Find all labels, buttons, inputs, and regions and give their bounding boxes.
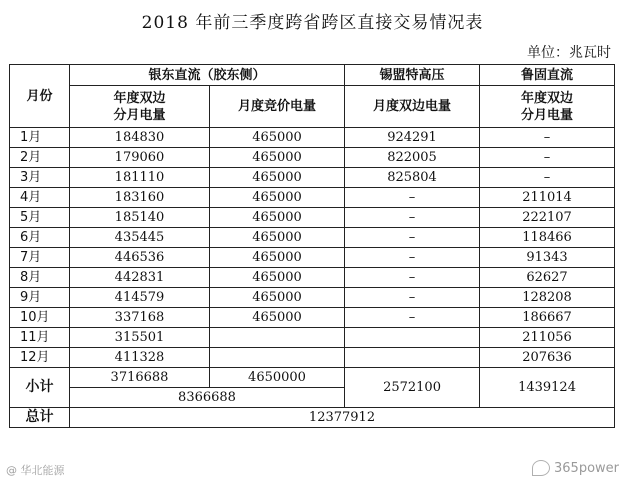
lugu-cell: 207636 <box>480 348 615 368</box>
table-row <box>10 168 615 188</box>
lugu-cell: 186667 <box>480 308 615 328</box>
yindong-bidding-cell: 465000 <box>210 128 345 148</box>
yindong-bidding-cell: 465000 <box>210 228 345 248</box>
ximeng-cell: 822005 <box>345 148 480 168</box>
header-ximeng: 锡盟特高压 <box>345 65 480 86</box>
ximeng-cell: – <box>345 248 480 268</box>
table-row <box>10 248 615 268</box>
month-cell: 8月 <box>10 268 70 288</box>
header-ximeng-bilateral: 月度双边电量 <box>345 86 480 128</box>
ximeng-cell: 825804 <box>345 168 480 188</box>
lugu-cell: 211056 <box>480 328 615 348</box>
month-cell: 4月 <box>10 188 70 208</box>
lugu-cell: 62627 <box>480 268 615 288</box>
lugu-cell: 91343 <box>480 248 615 268</box>
ximeng-cell: – <box>345 208 480 228</box>
watermark-left: @ 华北能源 <box>6 464 65 477</box>
table-row <box>10 268 615 288</box>
chat-bubble-icon <box>532 460 550 476</box>
month-cell: 7月 <box>10 248 70 268</box>
header-yindong-bidding: 月度竞价电量 <box>210 86 345 128</box>
yindong-bilateral-cell: 411328 <box>70 348 210 368</box>
subtotal-lugu: 1439124 <box>480 368 615 408</box>
subtotal-yindong-bidding: 4650000 <box>210 368 345 388</box>
yindong-bilateral-cell: 435445 <box>70 228 210 248</box>
subtotal-ximeng: 2572100 <box>345 368 480 408</box>
yindong-bilateral-cell: 337168 <box>70 308 210 328</box>
yindong-bilateral-cell: 185140 <box>70 208 210 228</box>
month-cell: 6月 <box>10 228 70 248</box>
month-cell: 10月 <box>10 308 70 328</box>
table-row <box>10 328 615 348</box>
subtotal-label: 小计 <box>10 368 70 408</box>
yindong-bidding-cell: 465000 <box>210 248 345 268</box>
total-label: 总计 <box>10 408 70 428</box>
yindong-bilateral-cell: 184830 <box>70 128 210 148</box>
table-row <box>10 348 615 368</box>
lugu-cell: 211014 <box>480 188 615 208</box>
yindong-bilateral-cell: 446536 <box>70 248 210 268</box>
lugu-cell: – <box>480 128 615 148</box>
header-yindong-bilateral: 年度双边 分月电量 <box>70 86 210 128</box>
month-cell: 5月 <box>10 208 70 228</box>
header-month: 月份 <box>10 65 70 128</box>
lugu-cell: 118466 <box>480 228 615 248</box>
month-cell: 3月 <box>10 168 70 188</box>
table-row <box>10 228 615 248</box>
month-cell: 12月 <box>10 348 70 368</box>
header-lugu: 鲁固直流 <box>480 65 615 86</box>
yindong-bilateral-cell: 315501 <box>70 328 210 348</box>
yindong-bidding-cell <box>210 328 345 348</box>
header-yindong: 银东直流（胶东侧） <box>70 65 345 86</box>
lugu-cell: 222107 <box>480 208 615 228</box>
yindong-bilateral-cell: 442831 <box>70 268 210 288</box>
yindong-bilateral-cell: 179060 <box>70 148 210 168</box>
watermark <box>532 460 619 476</box>
month-cell: 9月 <box>10 288 70 308</box>
yindong-bidding-cell <box>210 348 345 368</box>
table-row <box>10 128 615 148</box>
ximeng-cell: – <box>345 288 480 308</box>
table-row <box>10 148 615 168</box>
table-row <box>10 208 615 228</box>
yindong-bilateral-cell: 414579 <box>70 288 210 308</box>
total-value: 12377912 <box>70 408 615 428</box>
ximeng-cell: – <box>345 268 480 288</box>
table-row <box>10 288 615 308</box>
yindong-bidding-cell: 465000 <box>210 208 345 228</box>
lugu-cell: 128208 <box>480 288 615 308</box>
yindong-bidding-cell: 465000 <box>210 308 345 328</box>
yindong-bidding-cell: 465000 <box>210 288 345 308</box>
header-lugu-bilateral: 年度双边 分月电量 <box>480 86 615 128</box>
month-cell: 1月 <box>10 128 70 148</box>
table-row <box>10 308 615 328</box>
transaction-table <box>9 64 615 428</box>
table-row <box>10 188 615 208</box>
ximeng-cell: – <box>345 188 480 208</box>
ximeng-cell <box>345 328 480 348</box>
yindong-bidding-cell: 465000 <box>210 168 345 188</box>
subtotal-yindong-combined: 8366688 <box>70 388 345 408</box>
total-row <box>10 408 615 428</box>
unit-label: 单位：兆瓦时 <box>527 45 611 61</box>
yindong-bidding-cell: 465000 <box>210 188 345 208</box>
subtotal-row <box>10 368 615 388</box>
ximeng-cell: 924291 <box>345 128 480 148</box>
yindong-bilateral-cell: 181110 <box>70 168 210 188</box>
table-title: 2018 年前三季度跨省跨区直接交易情况表 <box>141 13 484 33</box>
yindong-bilateral-cell: 183160 <box>70 188 210 208</box>
watermark-text: 365power <box>554 460 619 476</box>
ximeng-cell: – <box>345 228 480 248</box>
month-cell: 2月 <box>10 148 70 168</box>
yindong-bidding-cell: 465000 <box>210 268 345 288</box>
month-cell: 11月 <box>10 328 70 348</box>
ximeng-cell <box>345 348 480 368</box>
lugu-cell: – <box>480 148 615 168</box>
lugu-cell: – <box>480 168 615 188</box>
ximeng-cell: – <box>345 308 480 328</box>
subtotal-yindong-bilateral: 3716688 <box>70 368 210 388</box>
yindong-bidding-cell: 465000 <box>210 148 345 168</box>
